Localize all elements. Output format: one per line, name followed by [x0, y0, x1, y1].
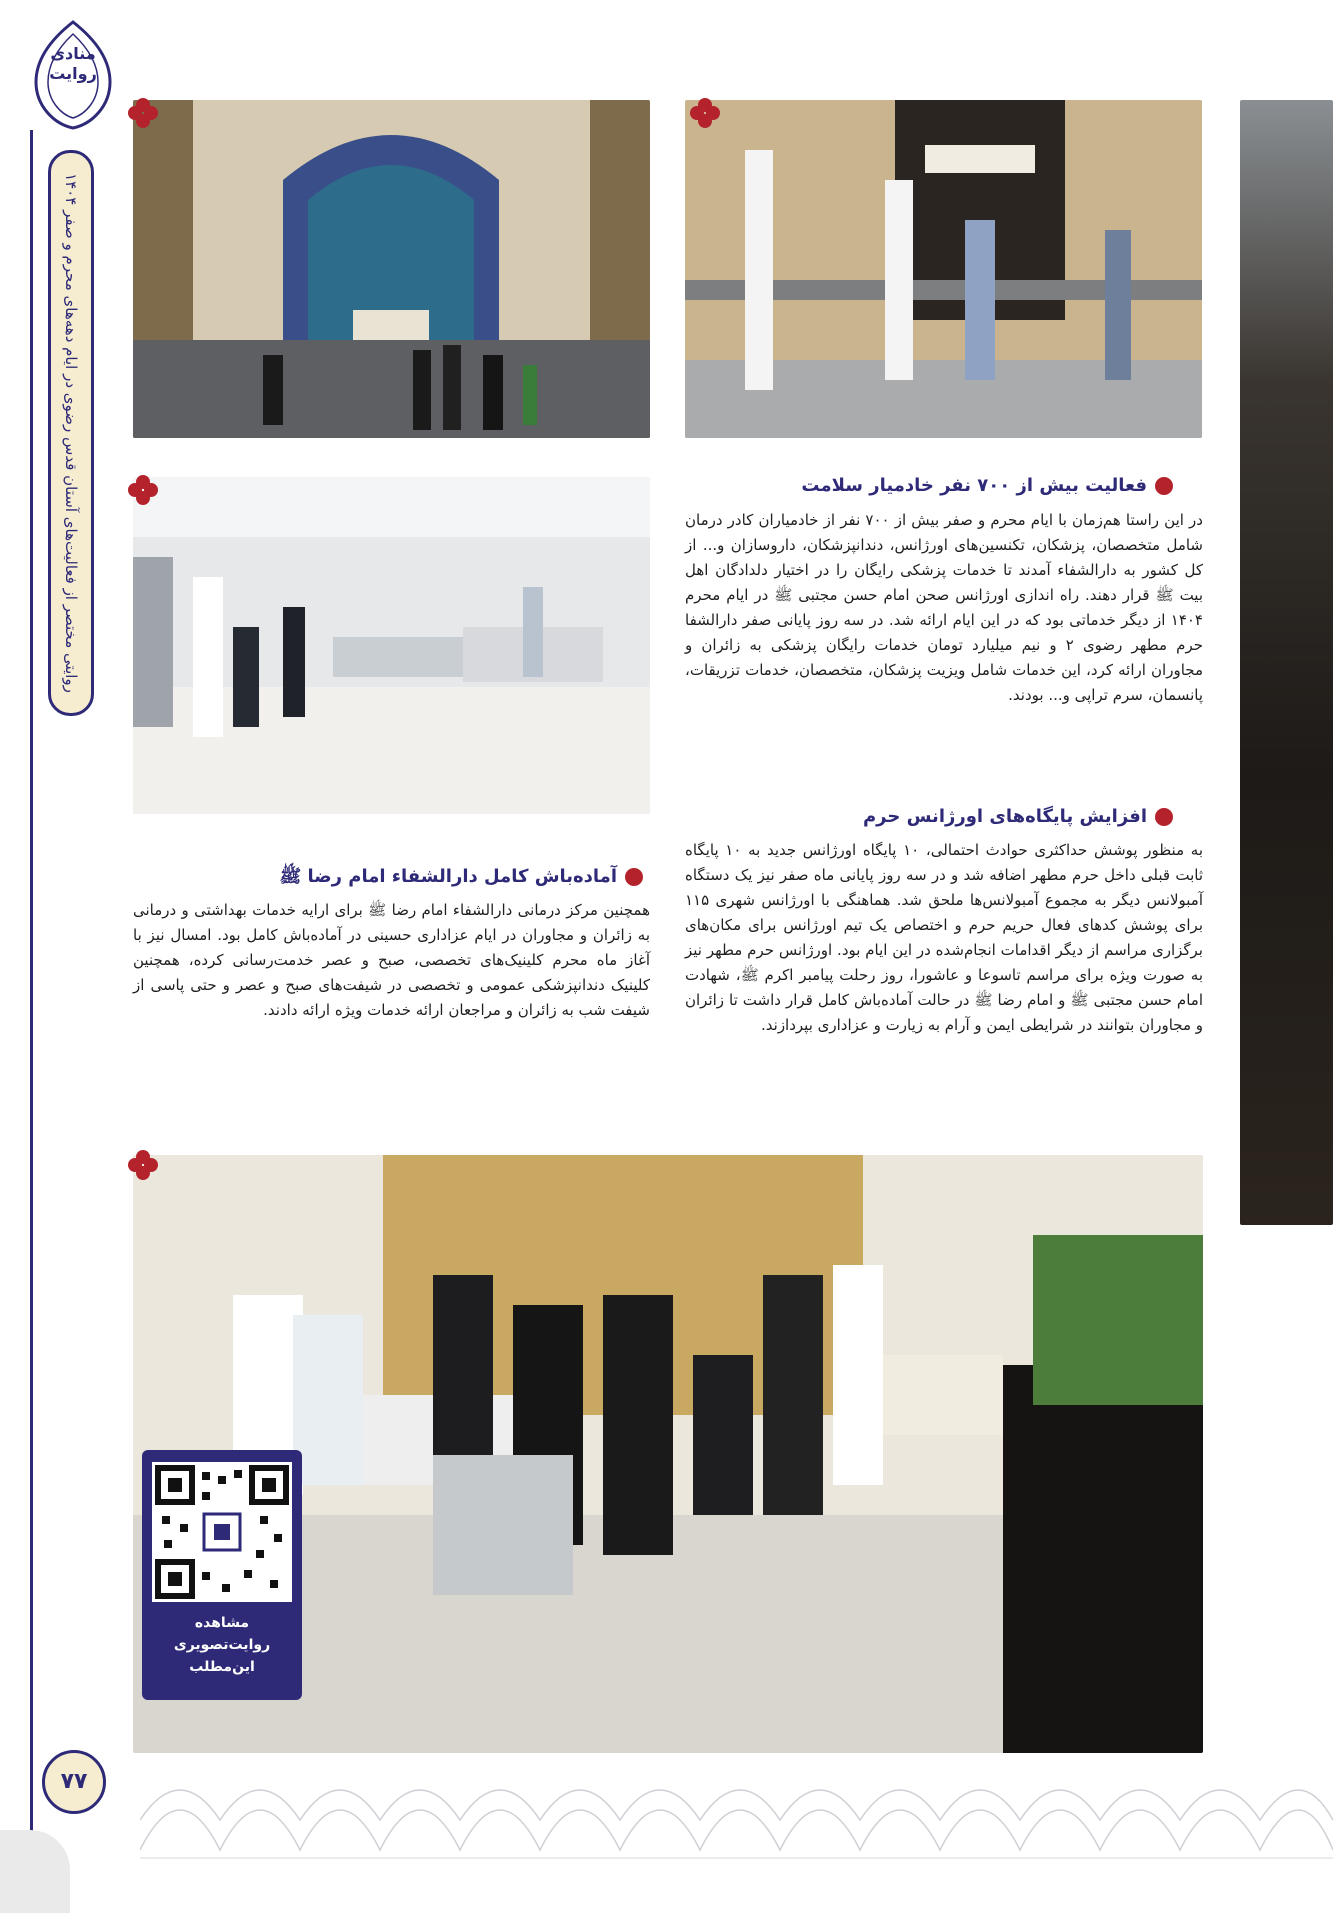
heading-bullet-icon — [625, 868, 643, 886]
flower-ornament-icon — [128, 98, 158, 128]
qr-caption-line: روایت‌تصویری — [173, 1637, 271, 1653]
page-number: ۷۷ — [42, 1750, 106, 1814]
photo-medical-ward — [133, 477, 650, 814]
entrance-illustration-icon — [133, 100, 650, 438]
heading-bullet-icon — [1155, 477, 1173, 495]
heading-bullet-icon — [1155, 808, 1173, 826]
section-title: آماده‌باش کامل دارالشفاء امام رضا ﷺ — [279, 866, 617, 887]
qr-caption-line: مشاهده — [194, 1615, 250, 1631]
page-margin — [0, 0, 140, 1913]
qr-caption-line: این‌مطلب — [189, 1659, 255, 1675]
section-heading-emergency-bases — [863, 806, 1173, 827]
section-title: افزایش پایگاه‌های اورژانس حرم — [862, 806, 1147, 827]
clinic-entrance-illustration-icon — [685, 100, 1202, 438]
photo-entrance — [133, 100, 650, 438]
section-title: فعالیت بیش از ۷۰۰ نفر خادمیار سلامت — [801, 475, 1147, 496]
margin-line — [30, 130, 33, 1850]
edge-photo — [1240, 100, 1333, 1225]
section-heading-darolshafa-readiness — [279, 865, 643, 891]
section-body-emergency-bases: به منظور پوشش حداکثری حوادث احتمالی، ۱۰ پایگاه اورژانس جدید به ۱۰ پایگاه ثابت قبلی داخل حرم مطهر اضافه شد و در سه روز پایانی ماه صفر نیز یک دستگاه آمبولانس دیگر به مجموع آمبولانس‌ها ملحق شد. هماهنگی با اورژانس شهری ۱۱۵ برای پوشش کدهای فعال حریم حرم و اختصاص یک تیم اورژانس برای مکان‌های برگزاری مراسم از دیگر اقدامات انجام‌شده در این ایام بود. اورژانس حرم مطهر نیز به صورت ویژه برای مراسم تاسوعا و عاشورا، روز رحلت پیامبر اکرم ﷺ، شهادت امام حسن مجتبی ﷺ و امام رضا ﷺ در حالت آماده‌باش کامل قرار داشت تا زائران و مجاوران بتوانند در شرایطی ایمن و آرام به زیارت و عزاداری بپردازند. — [685, 841, 1203, 1034]
magazine-logo-text: منادی روایت — [49, 44, 97, 83]
section-body-darolshafa-readiness: همچنین مرکز درمانی دارالشفاء امام رضا ﷺ برای ارایه خدمات بهداشتی و درمانی به زائران و مجاوران در ایام عزاداری حسینی در آماده‌باش کامل بود. امسال نیز با آغاز ماه محرم کلینیک‌های تخصصی، صبح و عصر خدمت‌رسانی کرده، همچنین کلینیک دندانپزشکی عمومی و تخصصی در شیفت‌های صبح و عصر و حتی پاسی از شیفت شب به زائران و مراجعان ارائه خدمات ویژه ارائه دادند. — [133, 901, 650, 1019]
flower-ornament-icon — [690, 98, 720, 128]
decorative-pattern-icon — [140, 1760, 1333, 1860]
bottom-tab-decoration — [0, 1830, 70, 1913]
qr-caption — [142, 1612, 302, 1678]
photo-clinic-entrance — [685, 100, 1202, 438]
side-section-label — [48, 150, 94, 716]
ward-illustration-icon — [133, 477, 650, 814]
side-section-title: روایتی مختصر از فعالیت‌های آستان قدس رضوی در ایام دهه‌های محرم و صفر ۱۴۰۴ — [62, 173, 80, 693]
section-body-health-volunteers: در این راستا هم‌زمان با ایام محرم و صفر بیش از ۷۰۰ نفر از خادمیاران کادر درمان شامل متخصصان، پزشکان، تکنسین‌های اورژانس، دندانپزشکان، داروسازان و... از کل کشور به دارالشفاء آمدند تا خدمات پزشکی رایگان را در اختیار دلدادگان اهل بیت ﷺ قرار دهند. راه اندازی اورژانس صحن امام حسن مجتبی ﷺ در ایام محرم ۱۴۰۴ از دیگر خدماتی بود که در این ایام ارائه شد. در سه روز پایانی صفر دارالشفا حرم مطهر رضوی ۲ و نیم میلیارد تومان خدمات رایگان پزشکی به زائران و مجاوران ارائه کرد، این خدمات شامل ویزیت پزشکان، متخصصان، خدمات تزریقات، پانسمان، سرم تراپی و... بودند. — [685, 511, 1203, 704]
flower-ornament-icon — [128, 1150, 158, 1180]
flower-ornament-icon — [128, 475, 158, 505]
qr-code-panel[interactable] — [142, 1450, 302, 1700]
section-heading-health-volunteers — [801, 475, 1173, 496]
qr-code-icon[interactable] — [152, 1462, 292, 1602]
